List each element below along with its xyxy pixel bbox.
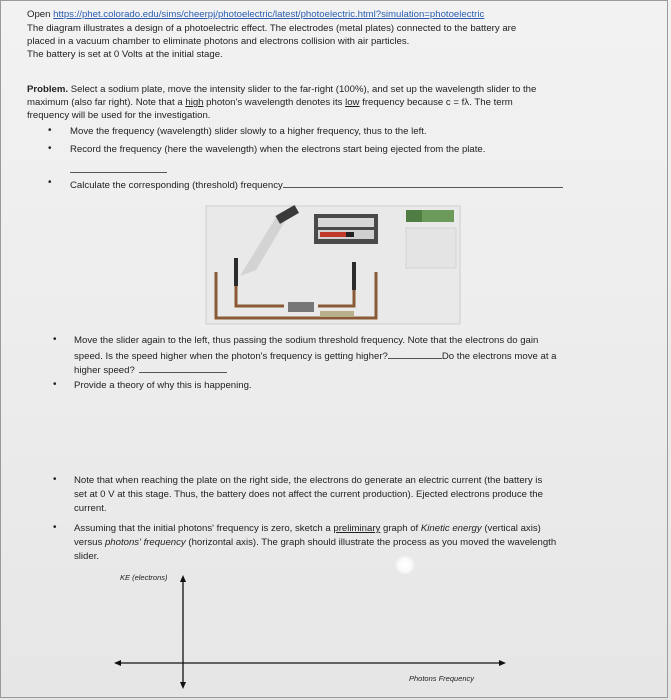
bullet-move-frequency: Move the frequency (wavelength) slider slowly to a higher frequency, thus to the left. <box>70 126 427 137</box>
open-word: Open <box>27 9 51 20</box>
y-axis-label: KE (electrons) <box>120 573 168 582</box>
bullet-dot: • <box>48 125 52 136</box>
phet-link[interactable]: https://phet.colorado.edu/sims/cheerpj/photoelectric/latest/photoelectric.html?simulation=photoelectric <box>53 9 485 20</box>
battery-slider <box>320 311 354 317</box>
sec3-b2-text-1a: Assuming that the initial photons' frequency is zero, sketch a <box>74 523 334 534</box>
sec2-line-2 <box>74 349 557 363</box>
right-plate <box>352 262 356 290</box>
sec3-b2-text-2a: versus <box>74 537 105 548</box>
sec2-theory: Provide a theory of why this is happening. <box>74 380 252 391</box>
battery-icon <box>288 302 314 312</box>
sec3-line-1: Note that when reaching the plate on the right side, the electrons do generate an electric current (the battery is <box>74 475 543 486</box>
high-word: high <box>185 97 204 108</box>
sec3-b2-text-1b: graph of <box>380 523 421 534</box>
sec3-b2-line-1 <box>74 523 541 535</box>
bullet-dot: • <box>53 522 57 533</box>
sec3-b2-text-1c: (vertical axis) <box>481 523 541 534</box>
x-axis-label: Photons Frequency <box>409 674 475 683</box>
problem-text-2c: frequency because c = fλ. The term <box>359 97 513 108</box>
problem-label: Problem. <box>27 84 69 95</box>
photoelectric-diagram <box>200 202 465 330</box>
answer-line-speed <box>388 349 442 359</box>
intro-line-3: The battery is set at 0 Volts at the initial stage. <box>27 49 223 60</box>
sec3-b2-line-2 <box>74 537 556 549</box>
bullet-dot: • <box>48 177 52 188</box>
sec3-line-2: set at 0 V at this stage. Thus, the battery does not affect the current production). Ejected electrons produce the <box>74 489 543 500</box>
bullet-calculate <box>70 178 563 192</box>
calculate-text: Calculate the corresponding (threshold) frequency <box>70 180 283 191</box>
spectrum-screen-dark <box>406 210 422 222</box>
sec2-text-3: higher speed? <box>74 365 135 376</box>
y-axis-arrow-down <box>180 682 186 689</box>
left-plate <box>234 258 238 286</box>
bullet-record-frequency: Record the frequency (here the wavelength) when the electrons start being ejected from the plate. <box>70 144 486 155</box>
kinetic-energy-word: Kinetic energy <box>420 523 482 534</box>
slider-knob <box>346 232 354 237</box>
problem-text-2a: maximum (also far right). Note that a <box>27 97 186 108</box>
ke-frequency-graph <box>110 568 550 694</box>
bullet-dot: • <box>48 143 52 154</box>
low-word: low <box>345 97 360 108</box>
problem-line-2 <box>27 97 513 109</box>
sec2-text-2a: speed. Is the speed higher when the photon's frequency is getting higher? <box>74 351 388 362</box>
sec3-b2-text-2b: (horizontal axis). The graph should illustrate the process as you moved the wavelength <box>185 537 557 548</box>
answer-line-record <box>70 172 167 173</box>
bullet-dot: • <box>53 474 57 485</box>
bullet-dot: • <box>53 334 57 345</box>
answer-line-threshold <box>283 178 563 188</box>
intensity-slider <box>318 218 374 227</box>
problem-text-2b: photon's wavelength denotes its <box>203 97 346 108</box>
x-axis-arrow-left <box>114 660 121 666</box>
x-axis-arrow-right <box>499 660 506 666</box>
answer-line-higher-speed <box>139 363 227 373</box>
problem-line-1 <box>27 84 536 96</box>
header-open-line <box>27 9 484 21</box>
problem-line-3: frequency will be used for the investigation. <box>27 110 211 121</box>
sec3-b2-line-3: slider. <box>74 551 100 562</box>
y-axis-arrow-up <box>180 575 186 582</box>
sec2-line-1: Move the slider again to the left, thus passing the sodium threshold frequency. Note that the electrons do gain <box>74 335 539 346</box>
intro-line-1: The diagram illustrates a design of a photoelectric effect. The electrodes (metal plates) connected to the battery are <box>27 23 517 34</box>
readout-panel <box>406 228 456 268</box>
sec3-line-3: current. <box>74 503 107 514</box>
problem-text-1: Select a sodium plate, move the intensity slider to the far-right (100%), and set up the wavelength slider to the <box>70 84 537 95</box>
sec2-line-3 <box>74 363 227 377</box>
intro-line-2: placed in a vacuum chamber to eliminate photons and electrons collision with air particles. <box>27 36 410 47</box>
bullet-dot: • <box>53 379 57 390</box>
photons-frequency-word: photons' frequency <box>104 537 186 548</box>
preliminary-word: preliminary <box>333 523 381 534</box>
sec2-text-2b: Do the electrons move at a <box>441 351 557 362</box>
